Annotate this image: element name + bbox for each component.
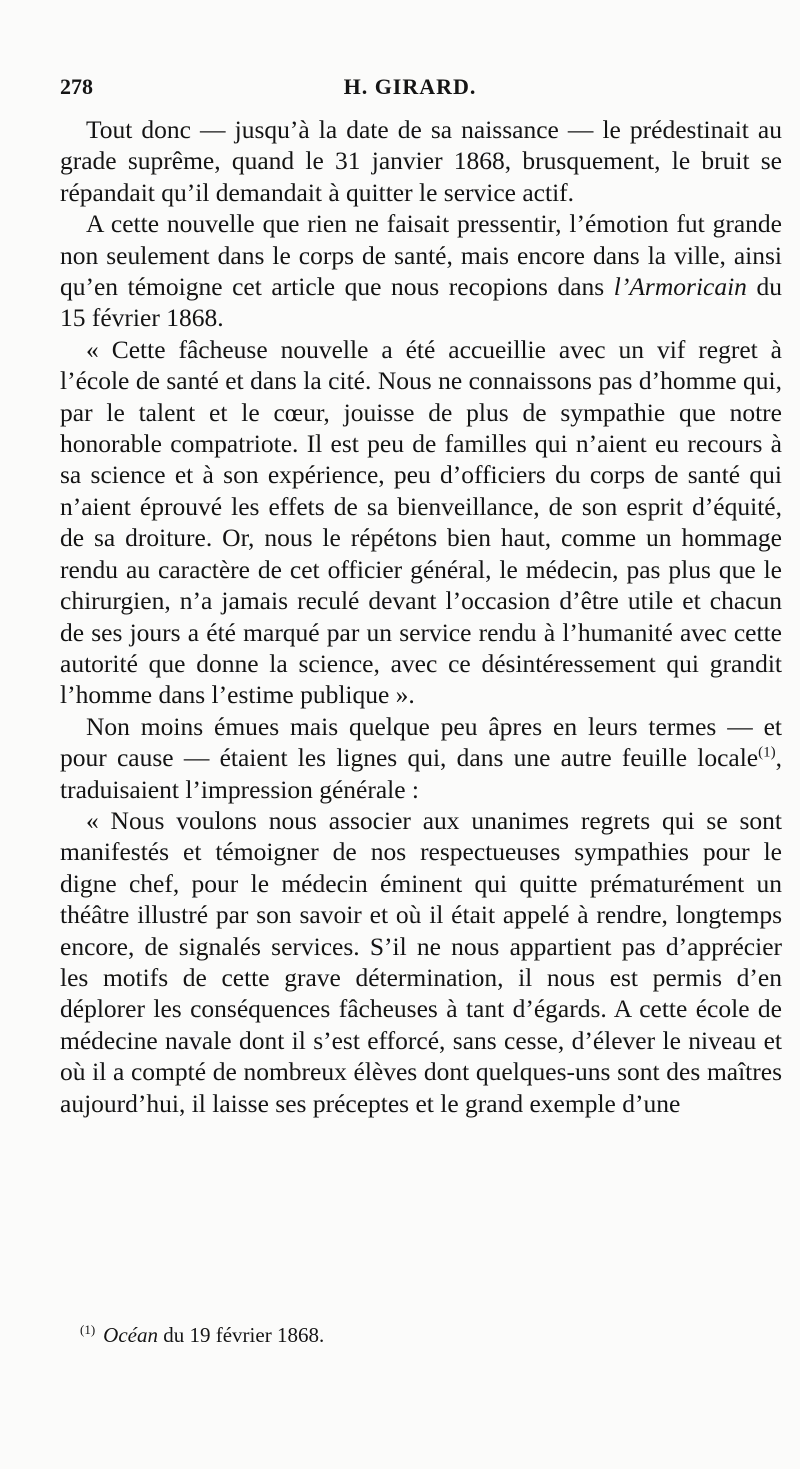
footnote-text: du 19 février 1868. xyxy=(157,1323,325,1347)
paragraph-4 xyxy=(60,711,782,805)
page-header xyxy=(60,74,760,102)
paragraph-2-text-before: A cette nouvelle que rien ne faisait pressentir, l’émotion fut grande non seulement dans le corps de santé, mais encore dans la ville, ainsi qu’en témoigne cet article que nous recopions dans xyxy=(60,209,782,302)
paragraph-2 xyxy=(60,208,782,334)
paragraph-3-text: « Cette fâcheuse nouvelle a été accueillie avec un vif regret à l’école de santé et dans la cité. Nous ne connaissons pas d’homme qui, par le talent et le cœur, jouisse de plus de sympathie que notre honorable compatriote. Il est peu de familles qui n’aient eu recours à sa science et à son expérience, peu d’officiers du corps de santé qui n’aient éprouvé les effets de sa bienveillance, de son esprit d’équité, de sa droiture. Or, nous le répétons bien haut, comme un hommage rendu au caractère de cet officier général, le médecin, pas plus que le chirurgien, n’a jamais reculé devant l’occasion d’être utile et chacun de ses jours a été marqué par un service rendu à l’humanité avec cette autorité que donne la science, avec ce désintéressement qui grandit l’homme dans l’estime publique ». xyxy=(60,334,782,710)
footnote xyxy=(80,1322,780,1348)
paragraph-5-text: « Nous voulons nous associer aux unanimes regrets qui se sont manifestés et témoigner de nos respectueuses sympathies pour le digne chef, pour le médecin éminent qui quitte prématurément un théâtre illustré par son savoir et où il était appelé à rendre, longtemps encore, de signalés services. S’il ne nous appartient pas d’apprécier les motifs de cette grave détermination, il nous est permis d’en déplorer les conséquences fâcheuses à tant d’égards. A cette école de médecine navale dont il s’est efforcé, sans cesse, d’élever le niveau et où il a compté de nombreux élèves dont quelques-uns sont des maîtres aujourd’hui, il laisse ses préceptes et le grand exemple d’une xyxy=(60,805,782,1118)
paragraph-3-quotation xyxy=(60,334,782,711)
footnote-reference: (1) xyxy=(758,744,776,761)
paragraph-2-text-after: du 15 février 1868. xyxy=(60,272,783,333)
page-number: 278 xyxy=(60,74,93,99)
paragraph-1 xyxy=(60,114,782,208)
newspaper-title: l’Armoricain xyxy=(613,272,747,302)
paragraph-4-text-before: Non moins émues mais quelque peu âpres en leurs termes — et pour cause — étaient les lignes qui, dans une autre feuille locale xyxy=(60,711,782,773)
footnote-marker: (1) xyxy=(80,1322,96,1337)
paragraph-5-quotation xyxy=(60,805,782,1119)
running-head: H. GIRARD. xyxy=(343,74,477,99)
body-text xyxy=(60,114,782,1119)
paragraph-1-text: Tout donc — jusqu’à la date de sa naissance — le prédestinait au grade suprême, quand le 31 janvier 1868, brusquement, le bruit se répandait qu’il demandait à quitter le service actif. xyxy=(60,115,782,207)
paragraph-4-text-after: , traduisaient l’impression générale : xyxy=(60,743,782,804)
footnote-source: Océan xyxy=(103,1323,158,1347)
